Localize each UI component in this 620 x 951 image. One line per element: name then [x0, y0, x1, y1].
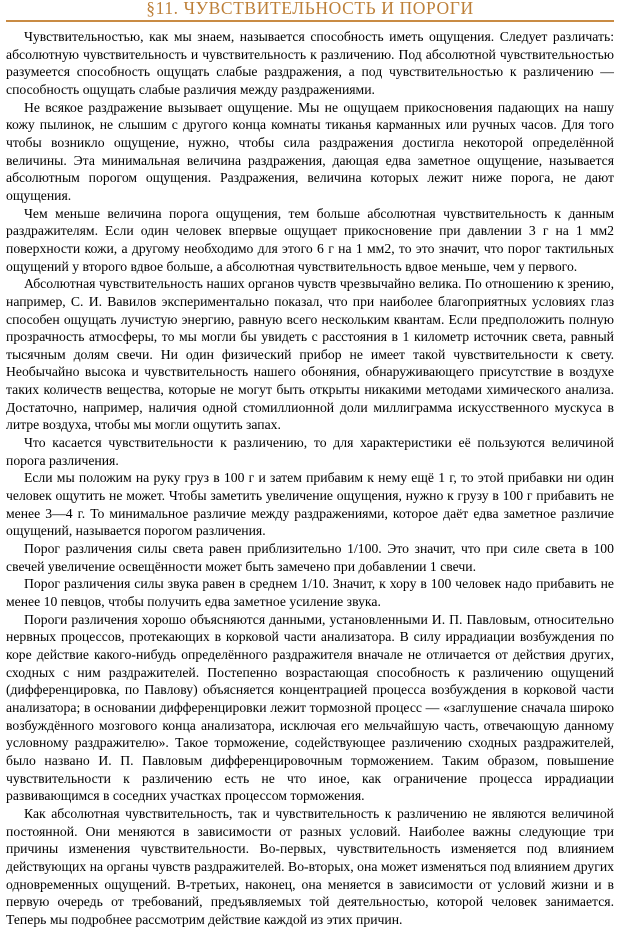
paragraph: Чем меньше величина порога ощущения, тем больше абсолютная чувствительность к данным раздражителям. Если один человек впервые ощущает прикосновение при давлении 3 г на 1 мм2 поверхности кожи, а другому необходимо для этого 6 г на 1 мм2, то это значит, что порог тактильных ощущений у второго вдвое больше, а абсолютная чувствительность вдвое меньше, чем у первого. — [6, 205, 614, 274]
paragraph: Как абсолютная чувствительность, так и чувствительность к различению не являются величиной постоянной. Они меняются в зависимости от разных условий. Наиболее важны следующие три причины изменения чувствительности. Во-первых, чувствительность изменяется под влиянием действующих на органы чувств раздражителей. Во-вторых, она может изменяться под влиянием других одновременных ощущений. В-третьих, наконец, она меняется в зависимости от условий жизни и в первую очередь от требований, предъявляемых той деятельностью, которой человек занимается. Теперь мы подробнее рассмотрим действие каждой из этих причин. — [6, 805, 614, 927]
paragraph: Порог различения силы звука равен в среднем 1/10. Значит, к хору в 100 человек надо прибавить не менее 10 певцов, чтобы получить едва заметное усиление звука. — [6, 576, 614, 609]
paragraph: Абсолютная чувствительность наших органов чувств чрезвычайно велика. По отношению к зрению, например, С. И. Вавилов экспериментально показал, что при наиболее благоприятных условиях глаз способен ощущать лучистую энергию, равную всего нескольким квантам. Если предположить полную прозрачность атмосферы, то мы могли бы увидеть с расстояния в 1 километр источник света, равный тысячным долям свечи. Ни один физический прибор не имеет такой чувствительности к свету. Необычайно высока и чувствительность нашего обоняния, обнаруживающего присутствие в воздухе таких количеств вещества, которые не могут быть открыты никакими методами химического анализа. Достаточно, например, наличия одной стомиллионной доли миллиграмма искусственного мускуса в литре воздуха, чтобы мы могли ощутить запах. — [6, 276, 614, 433]
section-title: §11. ЧУВСТВИТЕЛЬНОСТЬ И ПОРОГИ — [146, 0, 474, 18]
paragraph: Что касается чувствительности к различению, то для характеристики её пользуются величиной порога различения. — [6, 435, 614, 468]
paragraph: Чувствительностью, как мы знаем, называется способность иметь ощущения. Следует различать: абсолютную чувствительность и чувствительность к различению. Под абсолютной чувствительностью разумеется способность ощущать слабые раздражения, а под чувствительностью к различению — способность ощущать слабые различия между раздражениями. — [6, 29, 614, 97]
section-header — [6, 0, 614, 22]
paragraph: Не всякое раздражение вызывает ощущение. Мы не ощущаем прикосновения падающих на нашу кожу пылинок, не слышим с другого конца комнаты тиканья карманных или ручных часов. Для того чтобы возникло ощущение, нужно, чтобы сила раздражения достигла некоторой определённой величины. Эта минимальная величина раздражения, дающая едва заметное ощущение, называется абсолютным порогом ощущения. Раздражения, величина которых лежит ниже порога, не дают ощущения. — [6, 99, 614, 203]
paragraph: Пороги различения хорошо объясняются данными, установленными И. П. Павловым, относительно нервных процессов, протекающих в корковой части анализатора. В силу иррадиации возбуждения по коре действие какого-нибудь определённого раздражителя вначале не отличается от действия других, сходных с ним раздражителей. Постепенно возрастающая способность к различению ощущений (дифференцировка, по Павлову) объясняется концентрацией процесса возбуждения в корковой части анализатора; в основании дифференцировки лежит тормозной процесс — «заглушение сначала широко возбуждённого мозгового конца анализатора, исключая его мельчайшую часть, отвечающую данному условному раздражителю». Такое торможение, содействующее различению сходных раздражителей, было названо И. П. Павловым дифференцировочным торможением. Таким образом, повышение чувствительности к различению есть не что иное, как ограничение процесса иррадиации развивающимся в соседних участках процессом торможения. — [6, 611, 614, 804]
paragraph: Если мы положим на руку груз в 100 г и затем прибавим к нему ещё 1 г, то этой прибавки ни один человек ощутить не может. Чтобы заметить увеличение ощущения, нужно к грузу в 100 г прибавить не менее 3—4 г. То минимальное различие между раздражениями, которое даёт едва заметное различие ощущений, называется порогом различения. — [6, 470, 614, 539]
paragraph: Порог различения силы света равен приблизительно 1/100. Это значит, что при силе света в 100 свечей увеличение освещённости может быть замечено при добавлении 1 свечи. — [6, 541, 614, 574]
body-text — [6, 28, 614, 928]
